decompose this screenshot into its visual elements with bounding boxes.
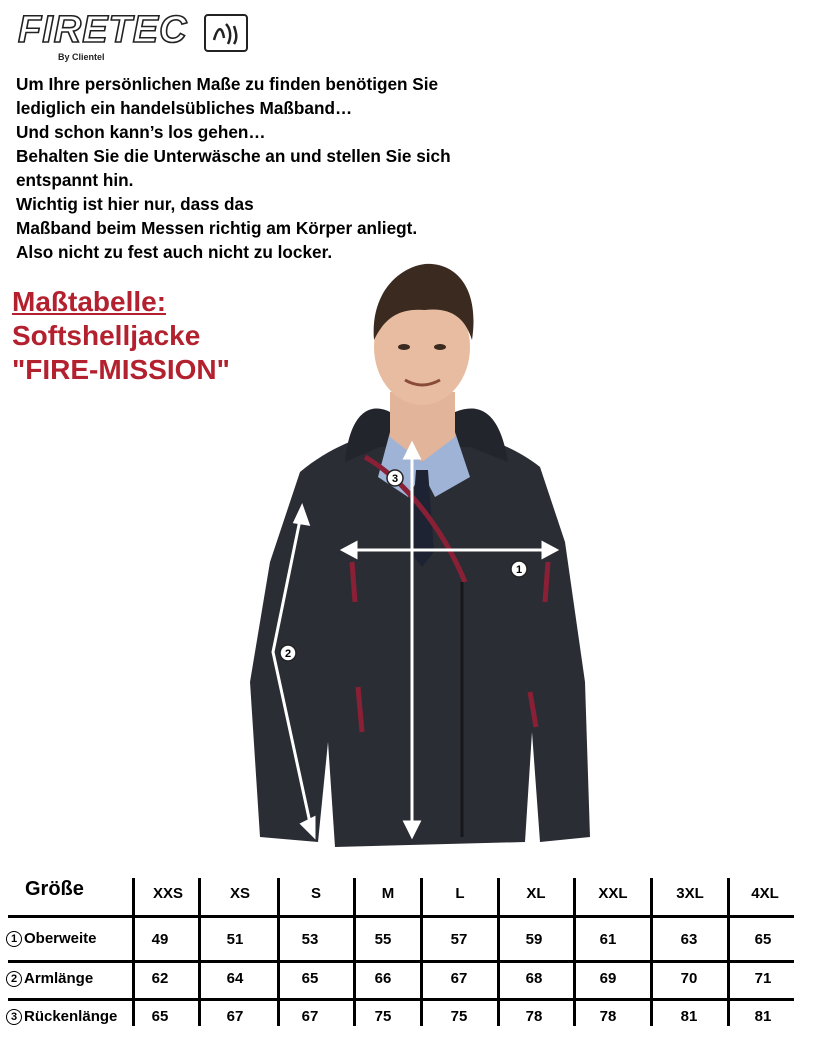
intro-line: Und schon kann’s los gehen… [16,122,266,142]
value-cell: 68 [525,970,543,987]
size-cell: XXS [152,885,183,902]
size-cell: 3XL [676,885,704,902]
value-cell: 75 [450,1008,468,1025]
size-table [0,870,813,1047]
value-cell: 75 [374,1008,392,1025]
table-rule [198,878,201,1026]
number-3-icon: 3 [6,1009,22,1025]
table-rule [8,915,794,918]
svg-text:1: 1 [515,564,523,576]
value-cell: 55 [374,931,392,948]
value-cell: 66 [374,970,392,987]
logo-badge-icon [204,14,248,52]
intro-line: Um Ihre persönlichen Maße zu finden benötigen Sie [16,74,439,94]
table-rule [650,878,653,1026]
intro-line: entspannt hin. [16,170,134,190]
table-rule [727,878,730,1026]
table-rule [8,960,794,963]
size-cell: XXL [598,885,628,902]
value-cell: 49 [151,931,169,948]
value-cell: 81 [754,1008,772,1025]
value-cell: 65 [151,1008,169,1025]
value-cell: 78 [599,1008,617,1025]
intro-text [16,72,576,264]
value-cell: 63 [680,931,698,948]
marker-3-icon [387,470,403,486]
value-cell: 78 [525,1008,543,1025]
svg-text:2: 2 [284,648,292,660]
value-cell: 59 [525,931,543,948]
size-chart-title [12,285,230,387]
table-rule [8,998,794,1001]
firetec-logo [18,10,248,65]
value-cell: 61 [599,931,617,948]
table-rule [353,878,356,1026]
table-rule [420,878,423,1026]
value-cell: 67 [450,970,468,987]
intro-line: Also nicht zu fest auch nicht zu locker. [16,242,333,262]
table-rule [573,878,576,1026]
value-cell: 81 [680,1008,698,1025]
jacket-model-photo [240,262,600,860]
logo-brand: FIRETEC [18,9,188,51]
size-cell: L [455,885,465,902]
row-label-rueckenlaenge: 3 Rückenlänge [6,1008,117,1025]
title-line-3: "FIRE-MISSION" [12,354,230,385]
value-cell: 62 [151,970,169,987]
value-cell: 57 [450,931,468,948]
size-cell: XL [526,885,546,902]
table-rule [277,878,280,1026]
number-1-icon: 1 [6,931,22,947]
title-line-1: Maßtabelle: [12,286,167,317]
logo-subtitle: By Clientel [58,52,105,62]
row-label-armlaenge: 2 Armlänge [6,970,93,987]
table-rule [132,878,135,1026]
svg-text:3: 3 [391,473,399,485]
row-label-oberweite: 1 Oberweite [6,930,97,947]
value-cell: 64 [226,970,244,987]
value-cell: 67 [226,1008,244,1025]
value-cell: 71 [754,970,772,987]
marker-1-icon [511,561,527,577]
size-cell: XS [229,885,250,902]
size-header: Größe [25,878,84,900]
intro-line: Wichtig ist hier nur, dass das [16,194,254,214]
size-cell: M [381,885,395,902]
value-cell: 70 [680,970,698,987]
value-cell: 65 [301,970,319,987]
size-cell: S [310,885,321,902]
size-cell: 4XL [751,885,779,902]
number-2-icon: 2 [6,971,22,987]
title-line-2: Softshelljacke [12,320,201,351]
value-cell: 51 [226,931,244,948]
value-cell: 65 [754,931,772,948]
table-rule [497,878,500,1026]
value-cell: 67 [301,1008,319,1025]
marker-2-icon [280,645,296,661]
intro-line: Maßband beim Messen richtig am Körper anliegt. [16,218,418,238]
value-cell: 53 [301,931,319,948]
value-cell: 69 [599,970,617,987]
intro-line: Behalten Sie die Unterwäsche an und stellen Sie sich [16,146,451,166]
intro-line: lediglich ein handelsübliches Maßband… [16,98,353,118]
